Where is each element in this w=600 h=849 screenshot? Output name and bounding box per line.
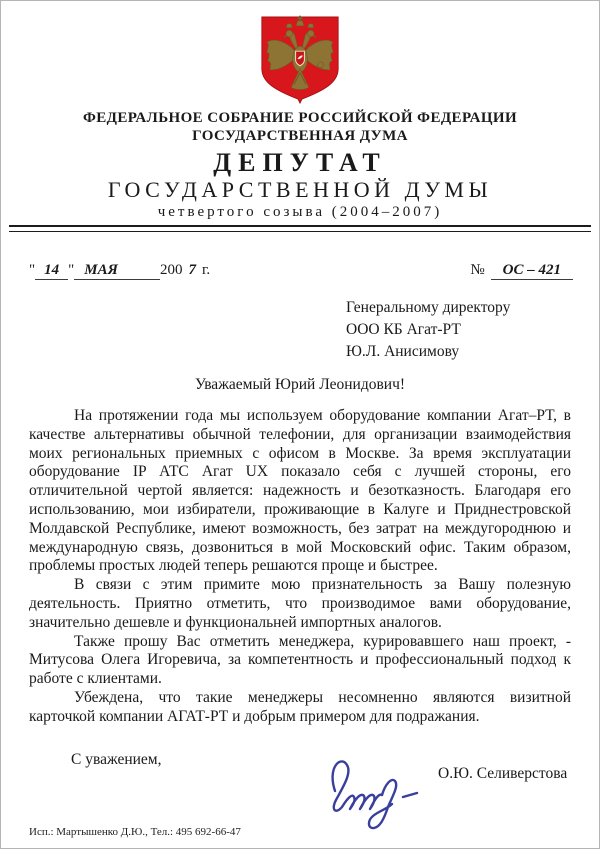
- recipient-line: ООО КБ Агат-РТ: [346, 321, 461, 338]
- letterhead-title: ДЕПУТАТ: [213, 148, 387, 177]
- russia-coat-of-arms-icon: [257, 14, 343, 104]
- day-value: 14: [35, 262, 68, 280]
- recipient-line: Ю.Л. Анисимову: [346, 343, 460, 360]
- number-field: [470, 262, 573, 280]
- org-name-line1: ФЕДЕРАЛЬНОЕ СОБРАНИЕ РОССИЙСКОЙ ФЕДЕРАЦИИ: [82, 110, 518, 126]
- year-era: г.: [201, 262, 211, 278]
- handwritten-signature-icon: [319, 753, 434, 831]
- org-name-line2: ГОСУДАРСТВЕННАЯ ДУМА: [192, 128, 408, 144]
- month-value: МАЯ: [74, 262, 160, 280]
- day-quote-open: ": [29, 262, 36, 278]
- number-sign: №: [470, 262, 485, 278]
- year-prefix: 200: [159, 262, 183, 278]
- executor-footer: Исп.: Мартышенко Д.Ю., Тел.: 495 692-66-47: [29, 826, 241, 838]
- year-digit: 7: [188, 262, 196, 278]
- regards-text: С уважением,: [71, 750, 162, 768]
- letterhead-divider: [9, 225, 591, 232]
- signer-name: О.Ю. Селиверстова: [438, 764, 568, 782]
- letter-body: [29, 407, 571, 727]
- number-value: ОС – 421: [491, 262, 573, 280]
- recipient-block: [346, 297, 599, 363]
- body-paragraph: Также прошу Вас отметить менеджера, курировавшего наш проект, - Митусова Олега Игоревича, за компетентность и профессиональный подход к работе с клиентами.: [29, 632, 571, 688]
- recipient-line: Генеральному директору: [346, 299, 511, 316]
- salutation: Уважаемый Юрий Леонидович!: [194, 376, 406, 393]
- reference-row: [29, 262, 573, 280]
- letterhead-subtitle: ГОСУДАРСТВЕННОЙ ДУМЫ: [107, 177, 493, 202]
- day-quote-close: ": [68, 262, 75, 278]
- letterhead-convocation: четвертого созыва (2004–2007): [157, 204, 443, 220]
- body-paragraph: На протяжении года мы используем оборудование компании Агат–РТ, в качестве альтернативы обычной телефонии, для организации взаимодействия моих региональных приемных с офисом в Москве. За время эксплуатации оборудование IP АТС Агат UX показало себя с лучшей стороны, его отличительной чертой является: надежность и безотказность. Благодаря его использованию, мои избиратели, проживающие в Калуге и Приднестровской Молдавской Республике, имеют возможность, без затрат на междугороднюю и международную связь, дозвониться в мой Московский офис. Таким образом, проблемы простых людей теперь решаются проще и быстрее.: [29, 407, 571, 575]
- body-paragraph: В связи с этим примите мою признательность за Вашу полезную деятельность. Приятно отметить, что производимое вами оборудование, значительно дешевле и функциональней импортных аналогов.: [29, 576, 571, 631]
- body-paragraph: Убеждена, что такие менеджеры несомненно являются визитной карточкой компании АГАТ-РТ и добрым примером для подражания.: [29, 688, 571, 725]
- date-field: [29, 262, 210, 280]
